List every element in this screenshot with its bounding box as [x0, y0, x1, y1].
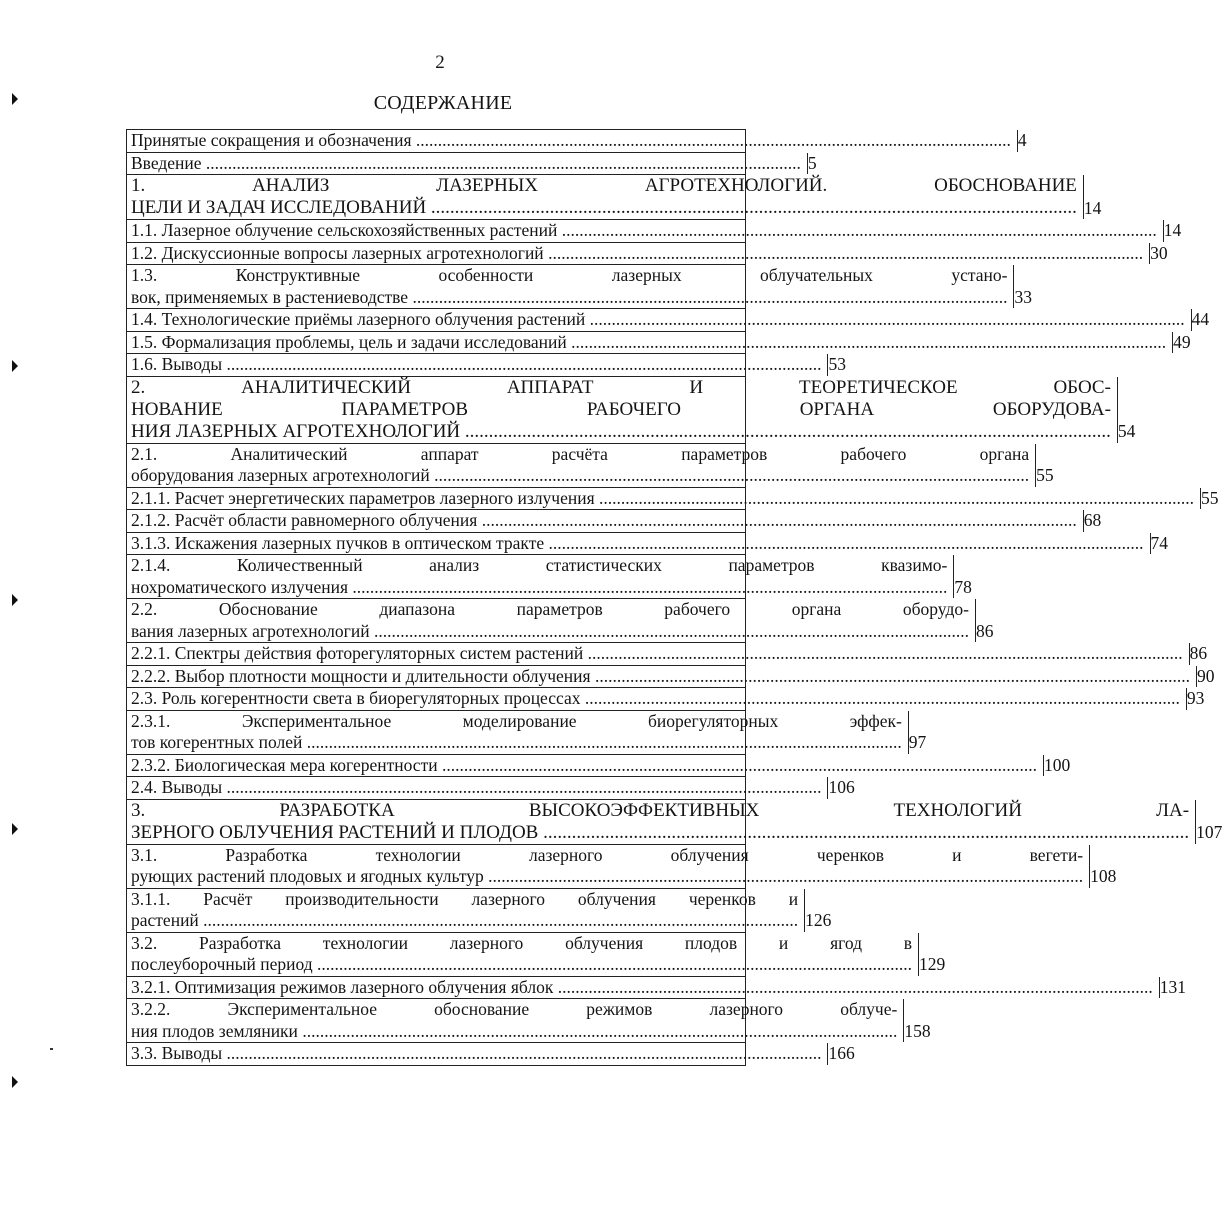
toc-entry-line: 2.1.4. Количественный анализ статистических параметров квазимо- [131, 555, 948, 575]
toc-entry-title [127, 777, 827, 799]
toc-entry-line: послеуборочный период ..... [131, 954, 912, 976]
toc-entry-line: 2.2.2. Выбор плотности мощности и длительности облучения ..... [131, 666, 1190, 688]
toc-entry-line: нохроматического излучения ..... [131, 577, 947, 599]
toc-entry-title [127, 488, 1200, 510]
toc-entry-line: 3.1.3. Искажения лазерных пучков в оптическом тракте ..... [131, 533, 1144, 555]
toc-entry-title [127, 999, 903, 1042]
toc-entry-title [127, 666, 1196, 688]
toc-entry-page: 5 [807, 153, 822, 175]
toc-entry-title [127, 444, 1035, 487]
toc-entry-line: 2.3.2. Биологическая мера когерентности ..... [131, 755, 1037, 777]
toc-row [127, 220, 1182, 243]
toc-entry-page: 107 [1195, 800, 1227, 844]
toc-entry-line: 2.2.1. Спектры действия фоторегуляторных систем растений ..... [131, 643, 1183, 665]
toc-entry-line: 2.3.1. Экспериментальное моделирование биорегуляторных эффек- [131, 710, 902, 731]
toc-entry-line: вания лазерных агротехнологий ..... [131, 621, 969, 643]
toc-row [127, 710, 927, 755]
toc-entry-page: 126 [804, 889, 836, 932]
toc-entry-line: 3.2.1. Оптимизация режимов лазерного облучения яблок ..... [131, 977, 1153, 999]
toc-entry-page: 54 [1117, 377, 1141, 443]
toc-entry-line: ЦЕЛИ И ЗАДАЧ ИССЛЕДОВАНИЙ ..... [131, 197, 1077, 219]
toc-row [127, 130, 1027, 153]
toc-entry-title [127, 889, 804, 932]
margin-mark [12, 823, 18, 835]
toc-entry-line: 2.1.2. Расчёт области равномерного облучения ..... [131, 510, 1077, 532]
toc-row [127, 777, 855, 800]
toc-row [127, 242, 1168, 266]
margin-mark [12, 360, 18, 372]
toc-entry-page: 14 [1083, 175, 1107, 219]
toc-row [127, 643, 1208, 666]
toc-row [127, 1043, 855, 1065]
toc-row [127, 999, 931, 1043]
toc-entry-line: 3.2.2. Экспериментальное обоснование режимов лазерного облуче- [131, 999, 898, 1019]
toc-entry-title [127, 354, 827, 376]
toc-row [127, 443, 1054, 488]
toc-row [127, 665, 1215, 689]
toc-row [127, 175, 1102, 220]
toc-entry-page: 55 [1035, 444, 1059, 487]
toc-entry-line: 1.5. Формализация проблемы, цель и задачи исследований ..... [131, 332, 1166, 354]
toc-entry-page: 158 [903, 999, 935, 1042]
toc-row [127, 265, 1032, 309]
toc-entry-line: Введение ..... [131, 153, 801, 175]
toc-row [127, 152, 817, 176]
toc-entry-page: 4 [1017, 130, 1032, 152]
toc-entry-line: вок, применяемых в растениеводстве ..... [131, 287, 1007, 309]
toc-entry-title [127, 309, 1191, 331]
toc-entry-line: НОВАНИЕ ПАРАМЕТРОВ РАБОЧЕГО ОРГАНА ОБОРУДОВА- [131, 398, 1111, 420]
toc-entry-title [127, 555, 953, 598]
toc-entry-line: 2.1. Аналитический аппарат расчёта параметров рабочего органа [131, 443, 1030, 464]
margin-speck [50, 1048, 53, 1050]
toc-entry-line: 2. АНАЛИТИЧЕСКИЙ АППАРАТ И ТЕОРЕТИЧЕСКОЕ ОБОС- [131, 376, 1111, 398]
toc-entry-page: 14 [1163, 220, 1187, 242]
page-number: 2 [435, 52, 445, 73]
toc-entry-page: 30 [1149, 243, 1173, 265]
toc-entry-page: 90 [1196, 666, 1220, 688]
toc-row [127, 799, 1223, 845]
toc-entry-title [127, 755, 1043, 777]
toc-table [126, 129, 1223, 1066]
toc-heading: СОДЕРЖАНИЕ [373, 92, 513, 114]
toc-row [127, 354, 846, 377]
toc-entry-line: 3.1. Разработка технологии лазерного облучения черенков и вегети- [131, 844, 1084, 865]
toc-entry-line: 1.6. Выводы ..... [131, 354, 821, 376]
toc-entry-title [127, 933, 918, 976]
toc-entry-title [127, 1043, 827, 1065]
toc-entry-line: 1.3. Конструктивные особенности лазерных облучательных устано- [131, 265, 1008, 285]
toc-entry-page: 49 [1172, 332, 1196, 354]
toc-row [127, 688, 1205, 711]
toc-entry-title [127, 175, 1083, 219]
toc-entry-title [127, 377, 1117, 443]
toc-entry-page: 74 [1150, 533, 1174, 555]
toc-entry-title [127, 800, 1195, 844]
toc-entry-title [127, 153, 807, 175]
toc-entry-page: 108 [1089, 845, 1121, 888]
toc-entry-title [127, 977, 1159, 999]
toc-entry-line: 2.4. Выводы ..... [131, 777, 821, 799]
toc-entry-title [127, 220, 1163, 242]
toc-row [127, 555, 972, 599]
toc-entry-line: тов когерентных полей ..... [131, 732, 902, 754]
toc-entry-line: НИЯ ЛАЗЕРНЫХ АГРОТЕХНОЛОГИЙ ..... [131, 421, 1111, 443]
toc-entry-line: ния плодов земляники ..... [131, 1021, 897, 1043]
toc-entry-line: Принятые сокращения и обозначения ..... [131, 130, 1011, 152]
toc-entry-title [127, 845, 1089, 888]
toc-entry-page: 97 [908, 711, 932, 754]
toc-entry-title [127, 643, 1189, 665]
toc-row [127, 888, 832, 933]
toc-entry-title [127, 599, 975, 642]
toc-entry-page: 129 [918, 933, 950, 976]
toc-entry-line: ЗЕРНОГО ОБЛУЧЕНИЯ РАСТЕНИЙ И ПЛОДОВ ..... [131, 822, 1189, 844]
margin-mark [12, 594, 18, 606]
toc-entry-title [127, 711, 908, 754]
toc-row [127, 754, 1071, 778]
toc-entry-page: 33 [1013, 265, 1037, 308]
toc-entry-title [127, 510, 1083, 532]
toc-entry-title [127, 243, 1149, 265]
toc-entry-line: 1.1. Лазерное облучение сельскохозяйственных растений ..... [131, 220, 1157, 242]
toc-entry-title [127, 533, 1150, 555]
toc-entry-title [127, 265, 1013, 308]
toc-row [127, 844, 1117, 889]
toc-row [127, 932, 946, 977]
toc-row [127, 976, 1186, 1000]
margin-mark [12, 1076, 18, 1088]
toc-row [127, 331, 1191, 355]
toc-entry-line: 1. АНАЛИЗ ЛАЗЕРНЫХ АГРОТЕХНОЛОГИЙ. ОБОСНОВАНИЕ [131, 175, 1077, 196]
toc-entry-line: 3.2. Разработка технологии лазерного облучения плодов и ягод в [131, 932, 913, 953]
toc-entry-line: 2.3. Роль когерентности света в биорегуляторных процессах ..... [131, 688, 1180, 710]
toc-entry-line: рующих растений плодовых и ягодных культур ..... [131, 866, 1083, 888]
toc-entry-page: 100 [1043, 755, 1075, 777]
toc-entry-page: 78 [953, 555, 977, 598]
toc-entry-page: 131 [1159, 977, 1191, 999]
toc-row [127, 510, 1102, 533]
toc-row [127, 599, 994, 643]
toc-entry-page: 93 [1186, 688, 1210, 710]
toc-entry-line: 1.4. Технологические приёмы лазерного облучения растений ..... [131, 309, 1185, 331]
toc-row [127, 376, 1136, 444]
toc-entry-line: 3.1.1. Расчёт производительности лазерного облучения черенков и [131, 888, 799, 909]
toc-row [127, 487, 1219, 511]
toc-entry-page: 166 [827, 1043, 859, 1065]
toc-entry-page: 53 [827, 354, 851, 376]
toc-entry-line: растений ..... [131, 910, 798, 932]
toc-entry-page: 86 [1189, 643, 1213, 665]
margin-mark [12, 93, 18, 105]
toc-entry-line: 2.2. Обоснование диапазона параметров рабочего органа оборудо- [131, 599, 969, 619]
toc-entry-page: 44 [1191, 309, 1215, 331]
toc-entry-page: 86 [975, 599, 999, 642]
toc-entry-title [127, 130, 1017, 152]
toc-entry-line: 3. РАЗРАБОТКА ВЫСОКОЭФФЕКТИВНЫХ ТЕХНОЛОГИЙ ЛА- [131, 799, 1190, 821]
toc-entry-line: оборудования лазерных агротехнологий ..... [131, 465, 1029, 487]
toc-row [127, 532, 1168, 556]
toc-entry-page: 55 [1200, 488, 1224, 510]
toc-entry-page: 68 [1083, 510, 1107, 532]
toc-entry-line: 1.2. Дискуссионные вопросы лазерных агротехнологий ..... [131, 243, 1143, 265]
toc-entry-line: 3.3. Выводы ..... [131, 1043, 821, 1065]
toc-entry-title [127, 688, 1186, 710]
toc-entry-page: 106 [827, 777, 859, 799]
toc-row [127, 309, 1210, 332]
toc-entry-title [127, 332, 1172, 354]
toc-entry-line: 2.1.1. Расчет энергетических параметров лазерного излучения ..... [131, 488, 1194, 510]
